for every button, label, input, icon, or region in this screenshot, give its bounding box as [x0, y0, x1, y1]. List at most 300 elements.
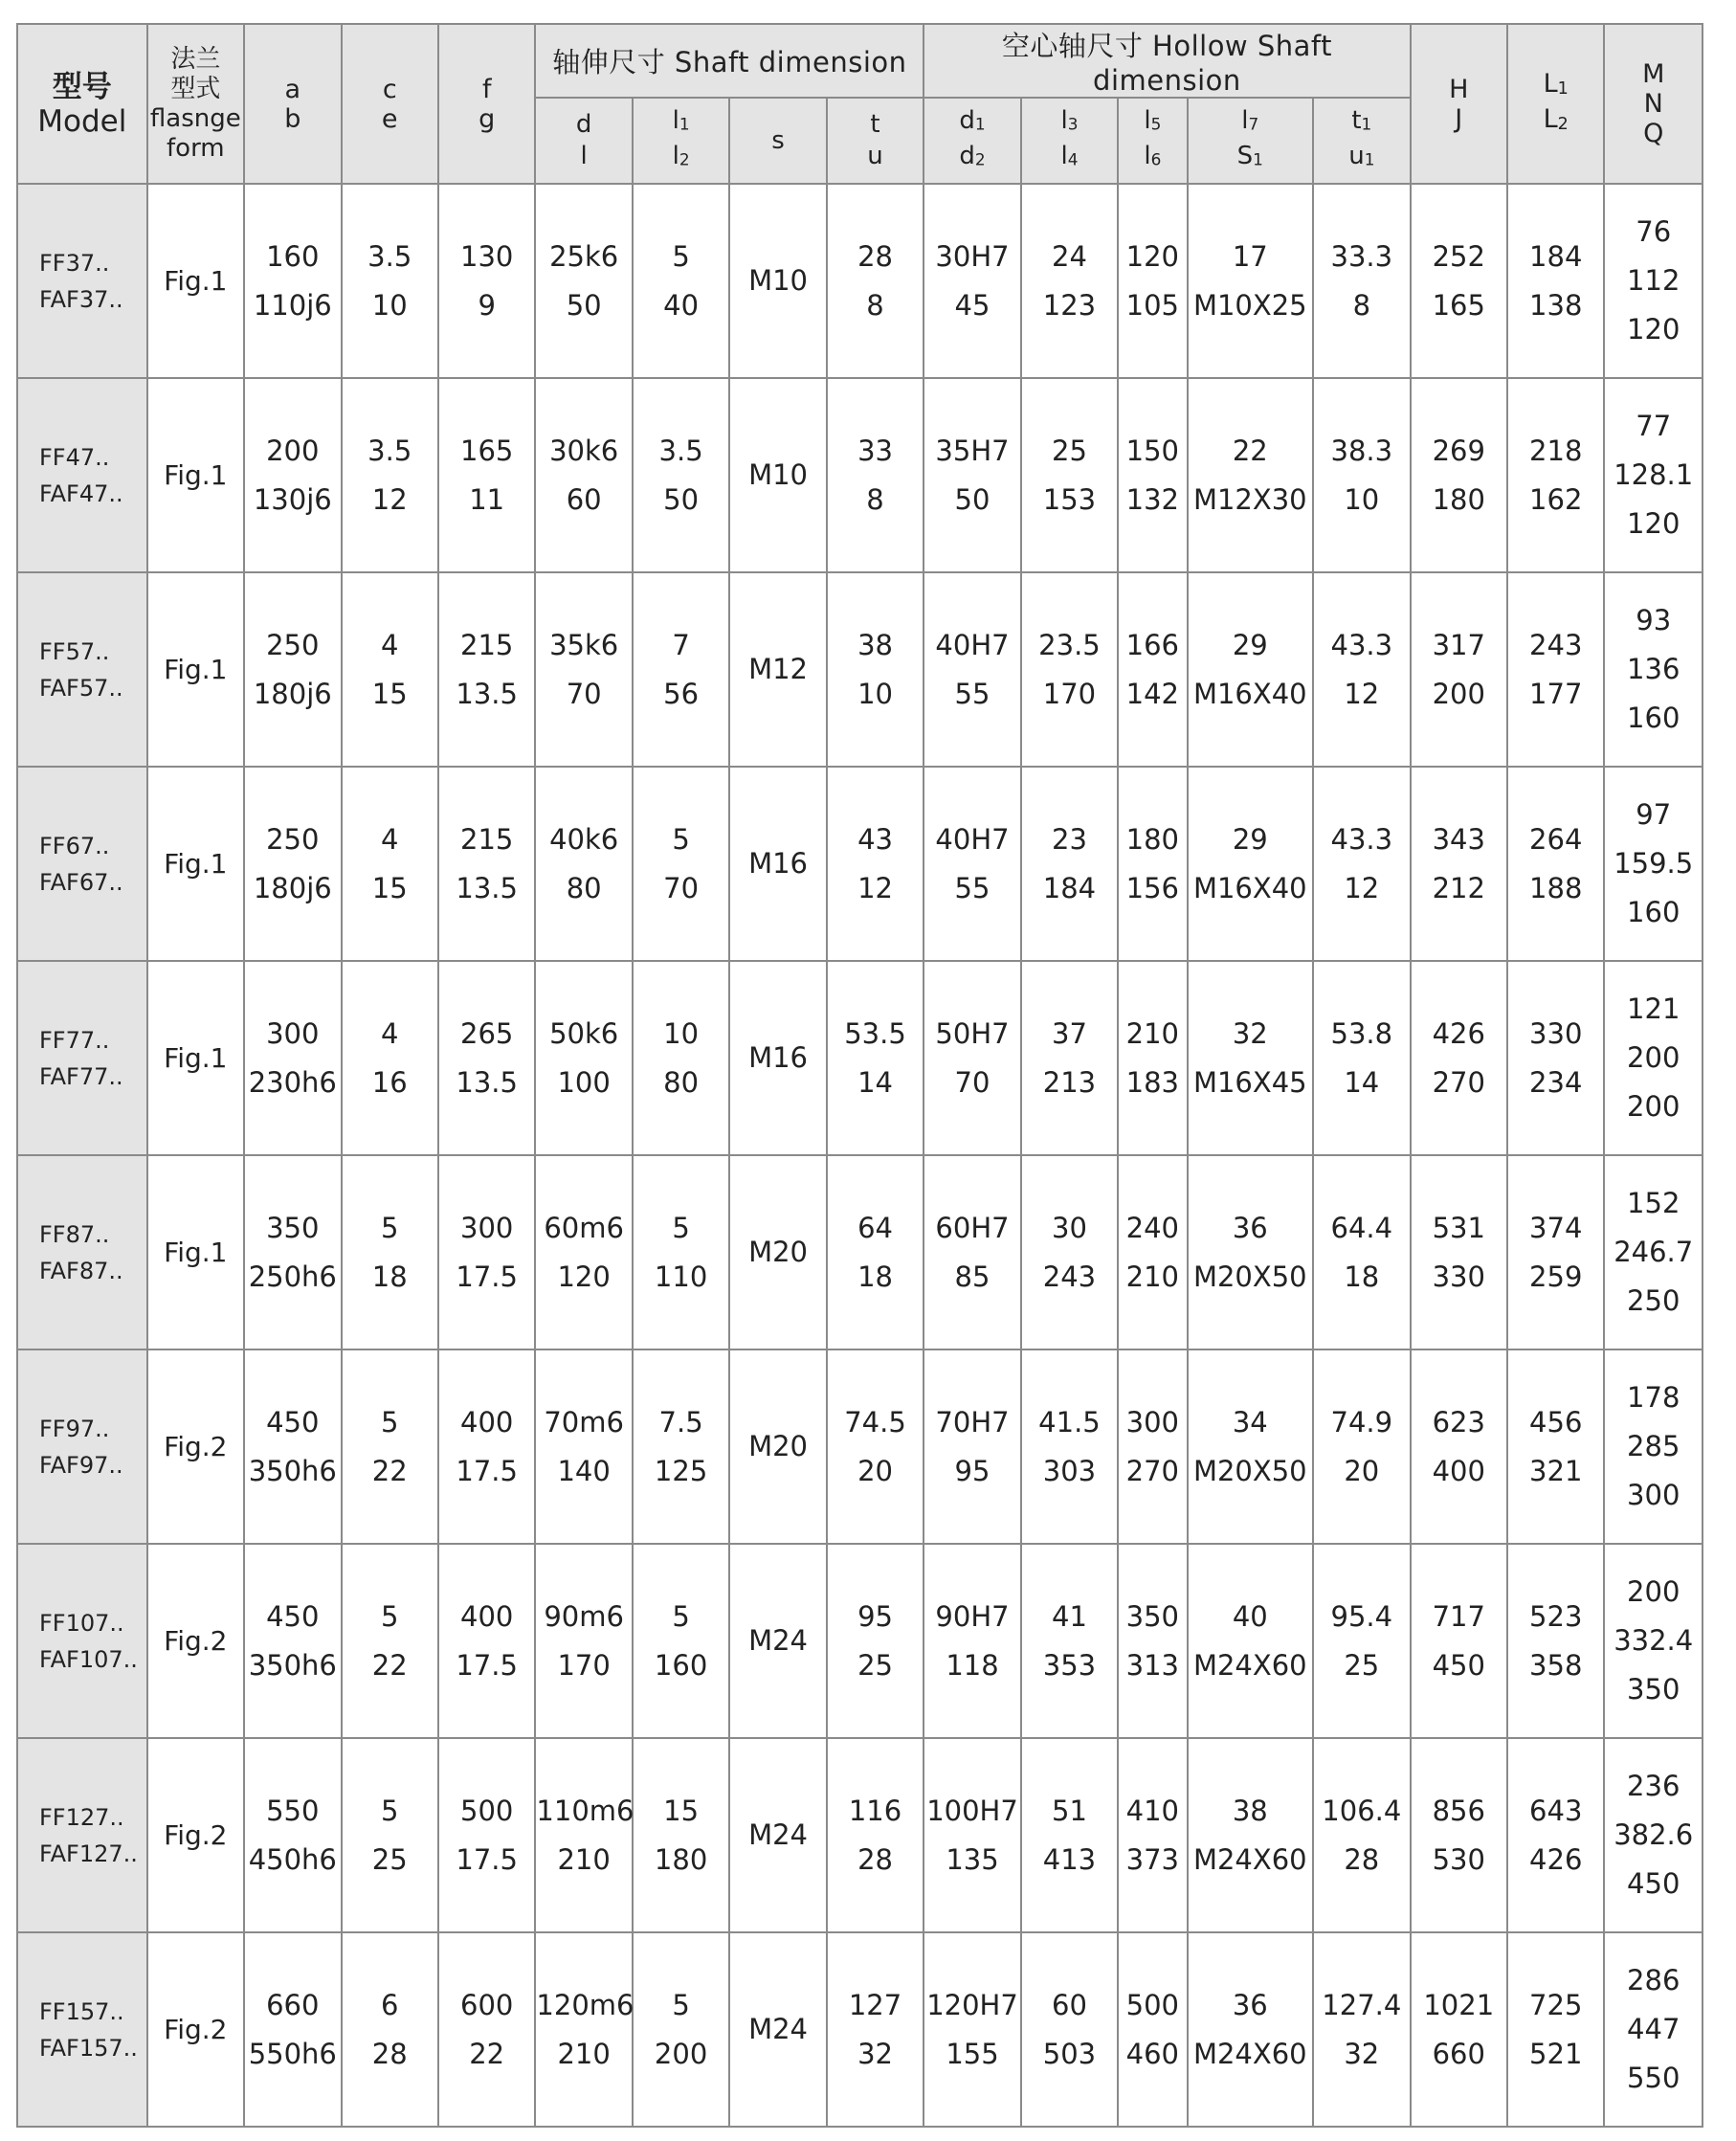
cell-mnq-q: 120 — [1627, 507, 1680, 540]
cell-model — [17, 1932, 147, 2127]
cell-d1d2 — [924, 1738, 1020, 1932]
cell-t1u1-top: 43.3 — [1330, 628, 1393, 661]
cell-fg — [438, 1155, 535, 1349]
cell-s: M20 — [729, 1349, 826, 1544]
cell-l7s1-bottom: M12X30 — [1192, 482, 1307, 516]
table-row — [17, 1349, 1703, 1544]
dimension-table — [16, 23, 1703, 2128]
cell-hj-top: 252 — [1432, 239, 1485, 273]
cell-l3l4 — [1021, 378, 1118, 572]
cell-hj-bottom: 330 — [1432, 1260, 1485, 1293]
cell-l5l6-bottom: 210 — [1125, 1260, 1180, 1293]
cell-mnq-n: 200 — [1627, 1041, 1680, 1074]
cell-d1d2-top: 50H7 — [935, 1016, 1010, 1050]
cell-dl-bottom: 210 — [557, 1842, 611, 1876]
cell-ab-top: 350 — [266, 1211, 320, 1244]
cell-l7s1-top: 36 — [1232, 1988, 1268, 2021]
cell-fg-bottom: 17.5 — [456, 1454, 518, 1487]
cell-l1l2-top: 7 — [672, 628, 690, 661]
cell-hj-top: 1021 — [1423, 1988, 1495, 2021]
cell-d1d2-top: 60H7 — [935, 1211, 1010, 1244]
cell-l3l4-bottom: 170 — [1042, 677, 1097, 710]
cell-mnq — [1604, 1349, 1703, 1544]
cell-dl-bottom: 50 — [566, 288, 602, 322]
cell-hj-top: 317 — [1432, 628, 1485, 661]
cell-ce-bottom: 22 — [371, 1648, 408, 1682]
header-d1-sub: 1 — [974, 115, 986, 134]
header-l1l2 — [633, 98, 729, 184]
cell-L1L2-top: 374 — [1529, 1211, 1583, 1244]
model-name: FAF67.. — [39, 868, 123, 896]
header-s: s — [729, 98, 826, 184]
cell-model — [17, 572, 147, 767]
cell-ab-bottom: 350h6 — [248, 1648, 337, 1682]
cell-l1l2 — [633, 1349, 729, 1544]
cell-ce-bottom: 25 — [371, 1842, 408, 1876]
header-l3l4 — [1021, 98, 1118, 184]
header-l6-base: l — [1144, 142, 1151, 170]
cell-t1u1-top: 43.3 — [1330, 822, 1393, 856]
cell-fg — [438, 1932, 535, 2127]
cell-L1L2-top: 218 — [1529, 434, 1583, 467]
model-name: FF67.. — [39, 832, 110, 859]
cell-tu-top: 33 — [857, 434, 893, 467]
cell-fg-top: 130 — [460, 239, 514, 273]
cell-t1u1-bottom: 20 — [1344, 1454, 1380, 1487]
cell-mnq-m: 178 — [1627, 1381, 1680, 1414]
cell-model — [17, 1738, 147, 1932]
cell-l5l6 — [1118, 767, 1187, 961]
cell-l5l6 — [1118, 1932, 1187, 2127]
cell-L1L2-bottom: 358 — [1529, 1648, 1583, 1682]
cell-mnq — [1604, 1155, 1703, 1349]
cell-tu-bottom: 12 — [857, 871, 893, 904]
cell-d1d2 — [924, 961, 1020, 1155]
cell-tu-bottom: 25 — [857, 1648, 893, 1682]
cell-l7s1 — [1188, 378, 1314, 572]
cell-mnq — [1604, 1738, 1703, 1932]
cell-dl-top: 35k6 — [549, 628, 619, 661]
cell-fg — [438, 184, 535, 378]
cell-ce-top: 5 — [381, 1211, 399, 1244]
cell-ce-top: 5 — [381, 1405, 399, 1438]
cell-l7s1-top: 22 — [1232, 434, 1268, 467]
cell-l3l4-bottom: 184 — [1042, 871, 1097, 904]
cell-l5l6-bottom: 142 — [1125, 677, 1180, 710]
cell-d1d2-bottom: 95 — [954, 1454, 990, 1487]
cell-ab-top: 160 — [266, 239, 320, 273]
header-l: l — [580, 142, 588, 170]
cell-l7s1 — [1188, 1155, 1314, 1349]
cell-mnq-q: 120 — [1627, 313, 1680, 346]
header-model — [17, 24, 147, 184]
cell-l7s1 — [1188, 1544, 1314, 1738]
cell-dl-top: 90m6 — [544, 1599, 624, 1633]
cell-l1l2 — [633, 1932, 729, 2127]
cell-fg-bottom: 13.5 — [456, 677, 518, 710]
cell-l1l2 — [633, 1544, 729, 1738]
cell-dl-top: 60m6 — [544, 1211, 624, 1244]
cell-t1u1 — [1313, 1544, 1410, 1738]
cell-l5l6-top: 300 — [1125, 1405, 1180, 1438]
cell-l1l2-bottom: 110 — [654, 1260, 708, 1293]
cell-hj — [1411, 378, 1507, 572]
cell-l5l6 — [1118, 378, 1187, 572]
cell-mnq-n: 447 — [1627, 2013, 1680, 2045]
cell-l1l2-bottom: 40 — [663, 288, 700, 322]
cell-fg-bottom: 9 — [478, 288, 496, 322]
cell-l3l4 — [1021, 1155, 1118, 1349]
cell-l7s1-bottom: M16X40 — [1192, 871, 1307, 904]
cell-d1d2-bottom: 155 — [946, 2037, 999, 2070]
cell-l7s1-top: 29 — [1232, 822, 1268, 856]
cell-ab — [244, 378, 341, 572]
cell-l1l2 — [633, 1155, 729, 1349]
header-l4-base: l — [1060, 142, 1068, 170]
cell-fg-bottom: 11 — [469, 482, 505, 516]
header-m: M — [1642, 59, 1665, 89]
header-hj — [1411, 24, 1507, 184]
cell-d1d2 — [924, 572, 1020, 767]
cell-ce-bottom: 12 — [371, 482, 408, 516]
cell-t1u1-top: 95.4 — [1330, 1599, 1393, 1633]
cell-ab — [244, 1544, 341, 1738]
table-row — [17, 1738, 1703, 1932]
cell-model — [17, 378, 147, 572]
cell-fig: Fig.1 — [147, 572, 244, 767]
cell-hj — [1411, 1155, 1507, 1349]
header-d1d2 — [924, 98, 1020, 184]
cell-t1u1-top: 33.3 — [1330, 239, 1393, 273]
cell-tu-top: 53.5 — [844, 1016, 906, 1050]
cell-fg-top: 265 — [460, 1016, 514, 1050]
cell-l3l4-top: 60 — [1052, 1988, 1087, 2021]
header-l1-sub: 1 — [679, 115, 690, 134]
cell-t1u1 — [1313, 961, 1410, 1155]
header-flange-cn1: 法兰 — [170, 44, 221, 74]
cell-hj — [1411, 767, 1507, 961]
cell-tu-top: 116 — [848, 1794, 902, 1827]
header-d1-base: d — [959, 106, 975, 136]
model-name: FAF87.. — [39, 1257, 123, 1284]
cell-L1L2 — [1507, 1738, 1604, 1932]
header-flange — [147, 24, 244, 184]
cell-dl-bottom: 140 — [557, 1454, 611, 1487]
cell-s: M24 — [729, 1738, 826, 1932]
cell-s: M24 — [729, 1932, 826, 2127]
cell-l1l2-top: 5 — [672, 822, 690, 856]
cell-mnq-q: 200 — [1627, 1090, 1680, 1123]
cell-l5l6-top: 350 — [1125, 1599, 1180, 1633]
cell-fg-top: 400 — [460, 1599, 514, 1633]
cell-l3l4 — [1021, 1932, 1118, 2127]
header-u: u — [867, 142, 883, 170]
cell-ab-top: 450 — [266, 1405, 320, 1438]
cell-d1d2-bottom: 55 — [954, 871, 990, 904]
cell-d1d2-bottom: 135 — [946, 1842, 999, 1876]
table-row — [17, 767, 1703, 961]
cell-dl-bottom: 80 — [566, 871, 602, 904]
model-name: FAF157.. — [39, 2034, 138, 2062]
cell-tu — [827, 1155, 924, 1349]
cell-t1u1-bottom: 28 — [1344, 1842, 1380, 1876]
cell-L1L2-top: 243 — [1529, 628, 1583, 661]
cell-ce — [342, 1932, 438, 2127]
cell-ce-bottom: 22 — [371, 1454, 408, 1487]
cell-fg-top: 215 — [460, 628, 514, 661]
model-name: FF77.. — [39, 1026, 110, 1054]
cell-l1l2-bottom: 160 — [654, 1648, 708, 1682]
cell-tu-bottom: 10 — [857, 677, 893, 710]
table-body — [17, 184, 1703, 2127]
header-l1-base: l — [672, 106, 679, 136]
cell-mnq-m: 200 — [1627, 1575, 1680, 1608]
cell-l7s1 — [1188, 1349, 1314, 1544]
cell-l5l6-bottom: 132 — [1125, 482, 1180, 516]
cell-d1d2-top: 35H7 — [935, 434, 1010, 467]
cell-ce-bottom: 18 — [371, 1260, 408, 1293]
cell-l1l2 — [633, 184, 729, 378]
model-name: FAF107.. — [39, 1645, 138, 1673]
cell-ce — [342, 184, 438, 378]
cell-l5l6-bottom: 373 — [1125, 1842, 1180, 1876]
cell-l1l2 — [633, 961, 729, 1155]
cell-d1d2-bottom: 85 — [954, 1260, 990, 1293]
cell-ce — [342, 1544, 438, 1738]
cell-mnq-m: 93 — [1636, 604, 1672, 636]
cell-L1L2-bottom: 162 — [1529, 482, 1583, 516]
cell-dl — [535, 184, 632, 378]
cell-l7s1-top: 38 — [1232, 1794, 1268, 1827]
cell-fg — [438, 1544, 535, 1738]
cell-t1u1-top: 74.9 — [1330, 1405, 1393, 1438]
cell-mnq-m: 76 — [1636, 215, 1672, 248]
cell-L1L2 — [1507, 961, 1604, 1155]
cell-mnq — [1604, 572, 1703, 767]
cell-tu-top: 95 — [857, 1599, 893, 1633]
cell-d1d2 — [924, 378, 1020, 572]
cell-l5l6-bottom: 183 — [1125, 1065, 1180, 1099]
cell-fg — [438, 1738, 535, 1932]
cell-t1u1 — [1313, 1932, 1410, 2127]
cell-d1d2 — [924, 1544, 1020, 1738]
model-name: FAF47.. — [39, 479, 123, 507]
cell-L1L2-top: 456 — [1529, 1405, 1583, 1438]
cell-l7s1 — [1188, 961, 1314, 1155]
cell-t1u1-bottom: 25 — [1344, 1648, 1380, 1682]
cell-tu-top: 43 — [857, 822, 893, 856]
cell-hj-bottom: 165 — [1432, 288, 1485, 322]
cell-tu — [827, 767, 924, 961]
cell-l7s1-bottom: M24X60 — [1192, 1842, 1307, 1876]
header-t1-sub: 1 — [1361, 115, 1372, 134]
cell-d1d2 — [924, 1349, 1020, 1544]
cell-l1l2-bottom: 56 — [663, 677, 700, 710]
cell-d1d2-top: 70H7 — [935, 1405, 1010, 1438]
cell-fg-bottom: 22 — [469, 2037, 505, 2070]
cell-t1u1-bottom: 8 — [1352, 288, 1371, 322]
cell-mnq-n: 159.5 — [1614, 847, 1694, 880]
cell-dl-top: 110m6 — [536, 1794, 634, 1827]
cell-l5l6 — [1118, 572, 1187, 767]
model-name: FF87.. — [39, 1220, 110, 1248]
cell-d1d2-bottom: 50 — [954, 482, 990, 516]
cell-l3l4 — [1021, 961, 1118, 1155]
cell-fig: Fig.1 — [147, 1155, 244, 1349]
cell-hj-top: 426 — [1432, 1016, 1485, 1050]
cell-dl — [535, 378, 632, 572]
table-row — [17, 1155, 1703, 1349]
cell-ce-top: 4 — [381, 1016, 399, 1050]
cell-fg-top: 165 — [460, 434, 514, 467]
cell-l7s1-bottom: M24X60 — [1192, 1648, 1307, 1682]
header-L2-sub: 2 — [1557, 114, 1569, 134]
cell-d1d2-bottom: 70 — [954, 1065, 990, 1099]
cell-mnq — [1604, 378, 1703, 572]
header-flange-en1: flasnge — [149, 103, 241, 133]
cell-l1l2 — [633, 1738, 729, 1932]
table-row — [17, 1544, 1703, 1738]
cell-d1d2-top: 90H7 — [935, 1599, 1010, 1633]
cell-L1L2-bottom: 188 — [1529, 871, 1583, 904]
cell-ab-bottom: 550h6 — [248, 2037, 337, 2070]
cell-l1l2 — [633, 378, 729, 572]
table-row — [17, 1932, 1703, 2127]
cell-dl — [535, 1349, 632, 1544]
header-flange-en2: form — [167, 133, 225, 163]
cell-L1L2 — [1507, 184, 1604, 378]
cell-dl-bottom: 60 — [566, 482, 602, 516]
cell-l1l2-top: 5 — [672, 1988, 690, 2021]
cell-mnq — [1604, 1932, 1703, 2127]
table-row — [17, 378, 1703, 572]
cell-tu — [827, 961, 924, 1155]
cell-L1L2 — [1507, 767, 1604, 961]
cell-L1L2-bottom: 177 — [1529, 677, 1583, 710]
cell-hj-bottom: 200 — [1432, 677, 1485, 710]
cell-ce-top: 6 — [381, 1988, 399, 2021]
cell-l5l6-top: 210 — [1125, 1016, 1180, 1050]
header-l7-base: l — [1241, 106, 1249, 136]
cell-hj-bottom: 400 — [1432, 1454, 1485, 1487]
model-name: FF57.. — [39, 637, 110, 665]
cell-dl-top: 25k6 — [549, 239, 619, 273]
cell-L1L2-top: 184 — [1529, 239, 1583, 273]
cell-dl — [535, 572, 632, 767]
table-row — [17, 961, 1703, 1155]
header-hollow-shaft-dimension: 空心轴尺寸 Hollow Shaft dimension — [924, 24, 1410, 98]
cell-s: M16 — [729, 961, 826, 1155]
cell-ce-top: 5 — [381, 1794, 399, 1827]
cell-t1u1-top: 64.4 — [1330, 1211, 1393, 1244]
cell-t1u1-bottom: 14 — [1344, 1065, 1380, 1099]
cell-model — [17, 1349, 147, 1544]
cell-s: M12 — [729, 572, 826, 767]
cell-l3l4-bottom: 213 — [1042, 1065, 1097, 1099]
cell-d1d2 — [924, 1932, 1020, 2127]
cell-dl-bottom: 100 — [557, 1065, 611, 1099]
cell-fg-bottom: 17.5 — [456, 1648, 518, 1682]
model-name: FF157.. — [39, 1997, 124, 2025]
cell-l7s1-top: 40 — [1232, 1599, 1268, 1633]
cell-t1u1-bottom: 12 — [1344, 677, 1380, 710]
cell-d1d2-bottom: 45 — [954, 288, 990, 322]
cell-dl — [535, 1738, 632, 1932]
cell-fig: Fig.1 — [147, 961, 244, 1155]
cell-l3l4 — [1021, 184, 1118, 378]
cell-t1u1 — [1313, 1155, 1410, 1349]
cell-tu — [827, 1349, 924, 1544]
cell-t1u1-bottom: 12 — [1344, 871, 1380, 904]
cell-dl — [535, 1932, 632, 2127]
cell-l1l2 — [633, 572, 729, 767]
cell-l5l6 — [1118, 1349, 1187, 1544]
cell-ce-top: 4 — [381, 822, 399, 856]
header-h: H — [1449, 74, 1469, 104]
cell-mnq-m: 121 — [1627, 992, 1680, 1025]
cell-l3l4-top: 41.5 — [1038, 1405, 1101, 1438]
cell-l1l2-top: 15 — [663, 1794, 700, 1827]
cell-tu-top: 28 — [857, 239, 893, 273]
cell-hj-bottom: 212 — [1432, 871, 1485, 904]
cell-tu-bottom: 20 — [857, 1454, 893, 1487]
header-t: t — [870, 110, 880, 139]
cell-l5l6-bottom: 313 — [1125, 1648, 1180, 1682]
cell-fg — [438, 767, 535, 961]
cell-L1L2-top: 725 — [1529, 1988, 1583, 2021]
cell-fig: Fig.2 — [147, 1349, 244, 1544]
cell-mnq-m: 286 — [1627, 1964, 1680, 1996]
cell-ab-top: 450 — [266, 1599, 320, 1633]
cell-tu-bottom: 28 — [857, 1842, 893, 1876]
header-d2-sub: 2 — [974, 149, 986, 169]
cell-d1d2-top: 40H7 — [935, 822, 1010, 856]
cell-l5l6-top: 500 — [1125, 1988, 1180, 2021]
cell-t1u1-bottom: 10 — [1344, 482, 1380, 516]
cell-tu-top: 38 — [857, 628, 893, 661]
cell-ab — [244, 1349, 341, 1544]
header-t1u1 — [1313, 98, 1410, 184]
cell-mnq-q: 250 — [1627, 1284, 1680, 1317]
cell-t1u1-bottom: 32 — [1344, 2037, 1380, 2070]
cell-l5l6-top: 240 — [1125, 1211, 1180, 1244]
header-l5-sub: 5 — [1150, 115, 1162, 134]
cell-l7s1-top: 29 — [1232, 628, 1268, 661]
cell-l1l2-top: 7.5 — [658, 1405, 703, 1438]
cell-s: M10 — [729, 184, 826, 378]
cell-tu-bottom: 8 — [866, 288, 884, 322]
header-model-cn: 型号 — [52, 69, 112, 104]
table-row — [17, 184, 1703, 378]
cell-fig: Fig.2 — [147, 1738, 244, 1932]
cell-ab — [244, 767, 341, 961]
cell-ab-bottom: 350h6 — [248, 1454, 337, 1487]
cell-ce — [342, 1738, 438, 1932]
cell-L1L2-bottom: 259 — [1529, 1260, 1583, 1293]
header-mnq — [1604, 24, 1703, 184]
cell-ce-bottom: 28 — [371, 2037, 408, 2070]
cell-l5l6-bottom: 270 — [1125, 1454, 1180, 1487]
cell-l5l6 — [1118, 1738, 1187, 1932]
header-L2-base: L — [1543, 103, 1558, 134]
cell-l7s1 — [1188, 1932, 1314, 2127]
cell-l1l2-bottom: 50 — [663, 482, 700, 516]
model-name: FF127.. — [39, 1803, 124, 1831]
cell-ce-bottom: 10 — [371, 288, 408, 322]
cell-d1d2-bottom: 55 — [954, 677, 990, 710]
cell-ce — [342, 1155, 438, 1349]
cell-hj-top: 269 — [1432, 434, 1485, 467]
